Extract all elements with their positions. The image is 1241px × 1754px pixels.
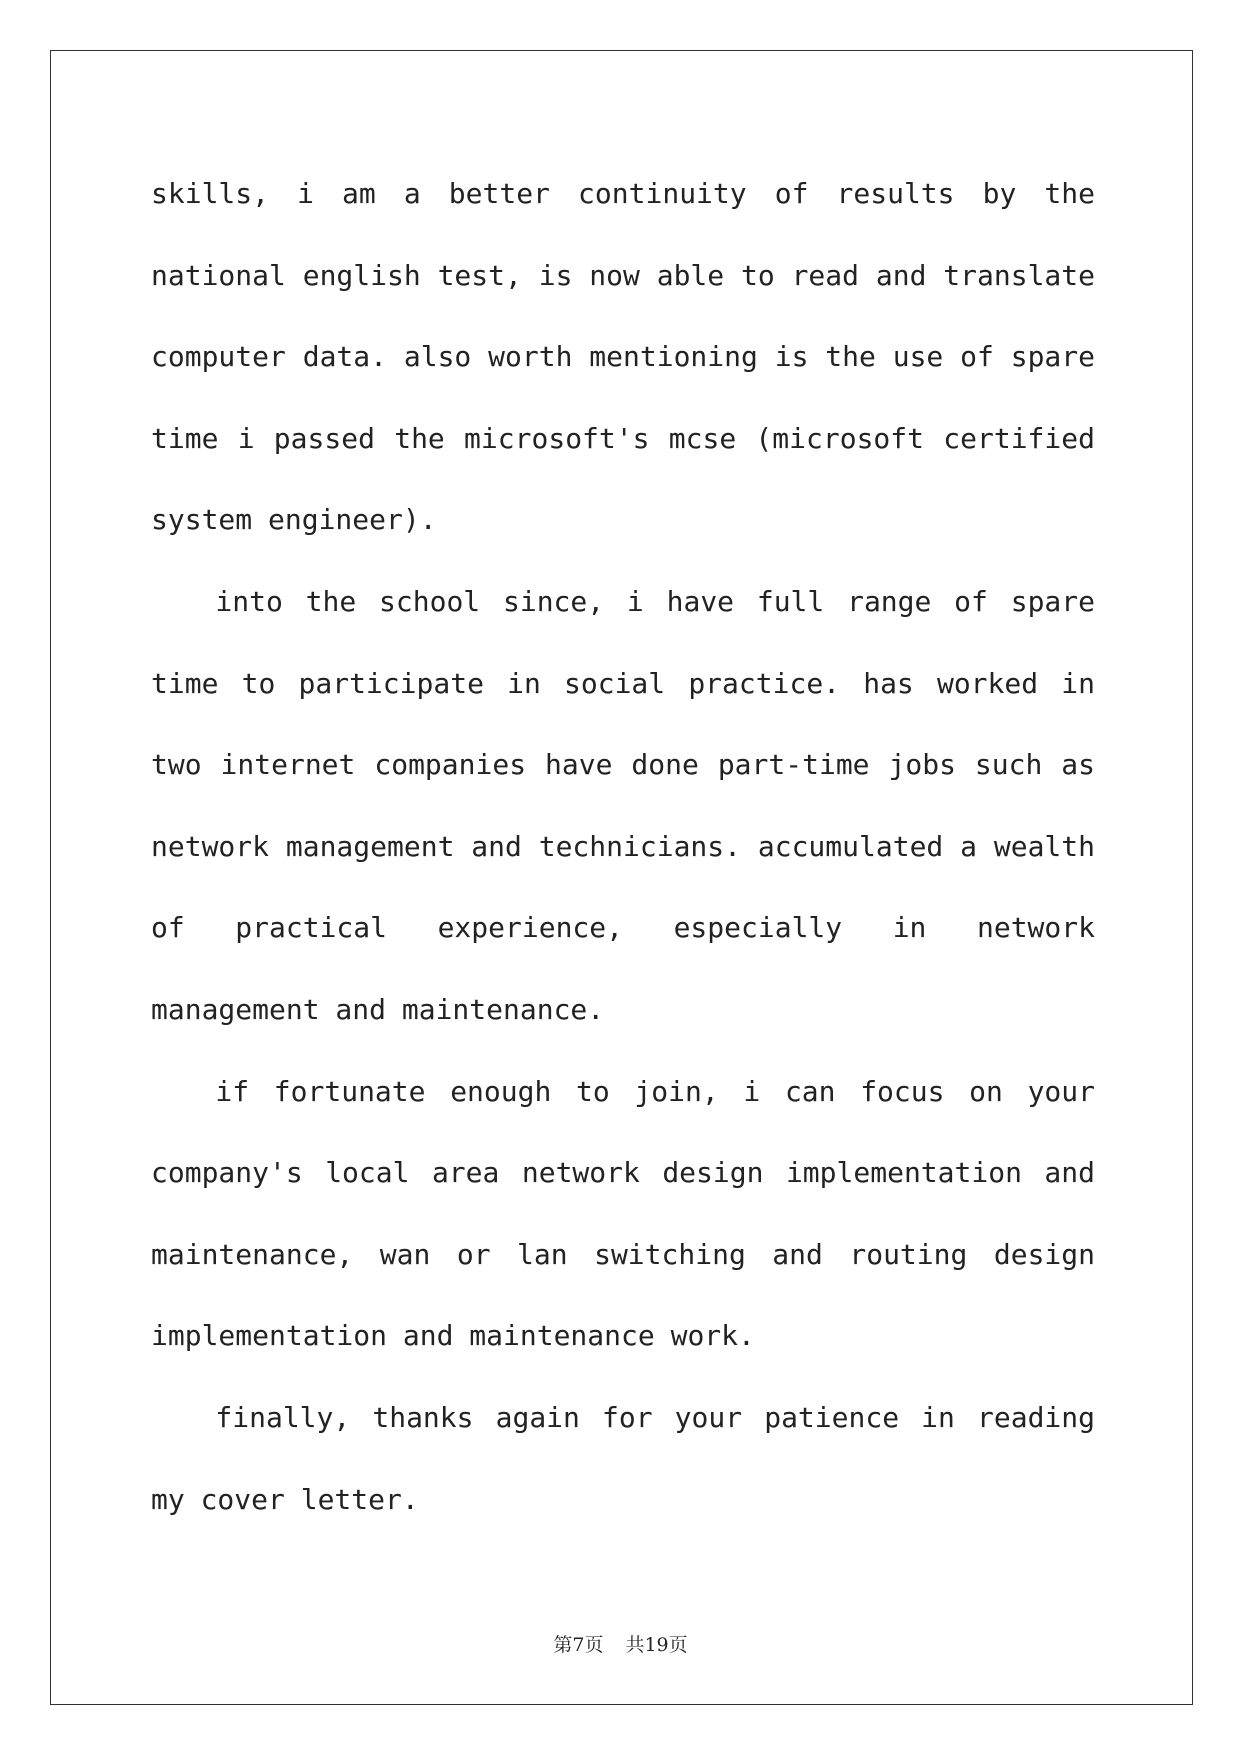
paragraph-join: if fortunate enough to join, i can focus on your company's local area network design implementation and maintenance, wan or lan switching and routing design implementation and maintenance work. bbox=[151, 1074, 1095, 1353]
current-page-number: 第7页 bbox=[553, 1634, 604, 1656]
document-body bbox=[151, 153, 1095, 1540]
page-footer bbox=[0, 1630, 1241, 1657]
paragraph-closing: finally, thanks again for your patience in reading my cover letter. bbox=[151, 1400, 1095, 1516]
paragraph-social-practice: into the school since, i have full range of spare time to participate in social practice. has worked in two internet companies have done part-time jobs such as network management and technicians. accumulated a wealth of practical experience, especially in network management and maintenance. bbox=[151, 584, 1095, 1026]
paragraph-skills: skills, i am a better continuity of results by the national english test, is now able to read and translate computer data. also worth mentioning is the use of spare time i passed the microsoft's mcse (microsoft certified system engineer). bbox=[151, 177, 1095, 537]
total-pages: 共19页 bbox=[625, 1634, 688, 1656]
